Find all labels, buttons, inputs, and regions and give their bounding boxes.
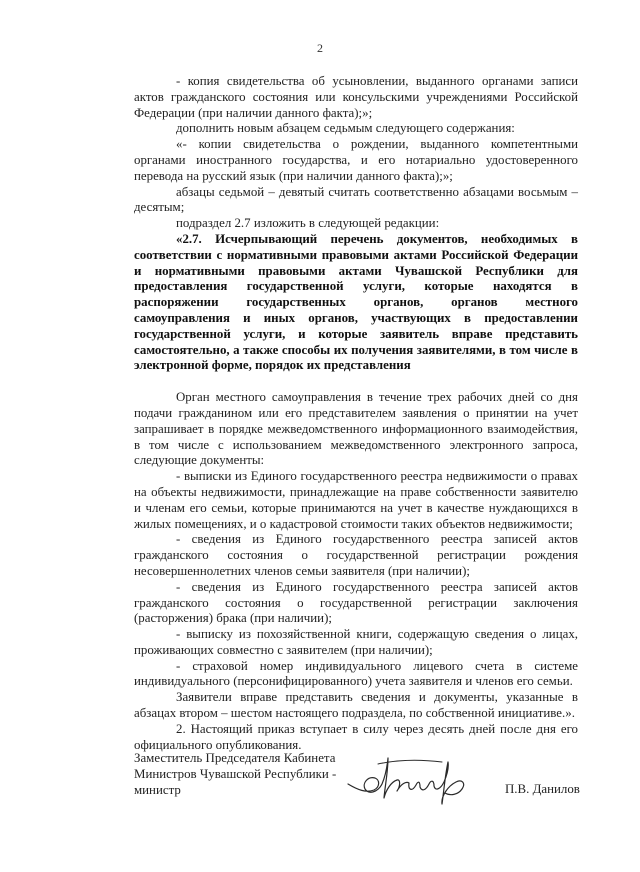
- paragraph: абзацы седьмой – девятый считать соответственно абзацами восьмым – десятым;: [134, 184, 578, 215]
- document-body: [134, 74, 578, 753]
- paragraph: - страховой номер индивидуального лицевого счета в системе индивидуального (персонифицированного) учета заявителя и членов его семьи.: [134, 658, 578, 689]
- paragraph: «- копии свидетельства о рождении, выданного компетентными органами иностранного государства, и его нотариально удостоверенного перевода на русский язык (при наличии данного факта);»;: [134, 137, 578, 183]
- handwritten-signature: [344, 746, 474, 812]
- paragraph: дополнить новым абзацем седьмым следующего содержания:: [176, 121, 515, 136]
- paragraph: - выписку из похозяйственной книги, содержащую сведения о лицах, проживающих совместно с заявителем (при наличии);: [134, 627, 578, 657]
- signatory-position-line-1: Заместитель Председателя Кабинета: [134, 751, 336, 765]
- section-heading: «2.7. Исчерпывающий перечень документов, необходимых в соответствии с нормативными правовыми актами Российской Федерации и нормативными правовыми актами Чувашской Республики для предоставления государственной услуги, которые находятся в распоряжении государственных органов, органов местного самоуправления и иных органов, участвующих в предоставлении государственной услуги, и которые заявитель вправе представить самостоятельно, а также способы их получения заявителями, в том числе в электронной форме, порядок их представления: [134, 231, 578, 373]
- paragraph: Орган местного самоуправления в течение трех рабочих дней со дня подачи гражданином или его представителем заявления о принятии на учет запрашивает в порядке межведомственного информационного взаимодействия, в том числе с использованием межведомственного электронного запроса, следующие документы:: [134, 390, 578, 468]
- signatory-name: П.В. Данилов: [505, 782, 580, 796]
- paragraph: Заявители вправе представить сведения и документы, указанные в абзацах втором – шестом настоящего подраздела, по собственной инициативе.».: [134, 690, 578, 721]
- paragraph: - сведения из Единого государственного реестра записей актов гражданского состояния о государственной регистрации рождения несовершеннолетних членов семьи заявителя (при наличии);: [134, 532, 578, 578]
- paragraph: - копия свидетельства об усыновлении, выданного органами записи актов гражданского состояния или консульскими учреждениями Российской Федерации (при наличии данного факта);»;: [134, 74, 578, 120]
- signature-block: [134, 751, 336, 798]
- paragraph: 2. Настоящий приказ вступает в силу через десять дней после дня его официального опубликования.: [134, 721, 578, 752]
- paragraph-gap: [134, 374, 578, 390]
- page-number: 2: [317, 41, 323, 55]
- signatory-position-line-3: министр: [134, 782, 181, 797]
- paragraph: подраздел 2.7 изложить в следующей редакции:: [176, 216, 440, 231]
- paragraph: - выписки из Единого государственного реестра недвижимости о правах на объекты недвижимости, принадлежащие на праве собственности заявителю и членам его семьи, которые принимаются на учет в качестве нуждающихся в жилых помещениях, и о кадастровой стоимости таких объектов недвижимости;: [134, 469, 578, 531]
- paragraph: - сведения из Единого государственного реестра записей актов гражданского состояния о государственной регистрации заключения (расторжения) брака (при наличии);: [134, 579, 578, 626]
- signatory-position-line-2: Министров Чувашской Республики -: [134, 766, 337, 781]
